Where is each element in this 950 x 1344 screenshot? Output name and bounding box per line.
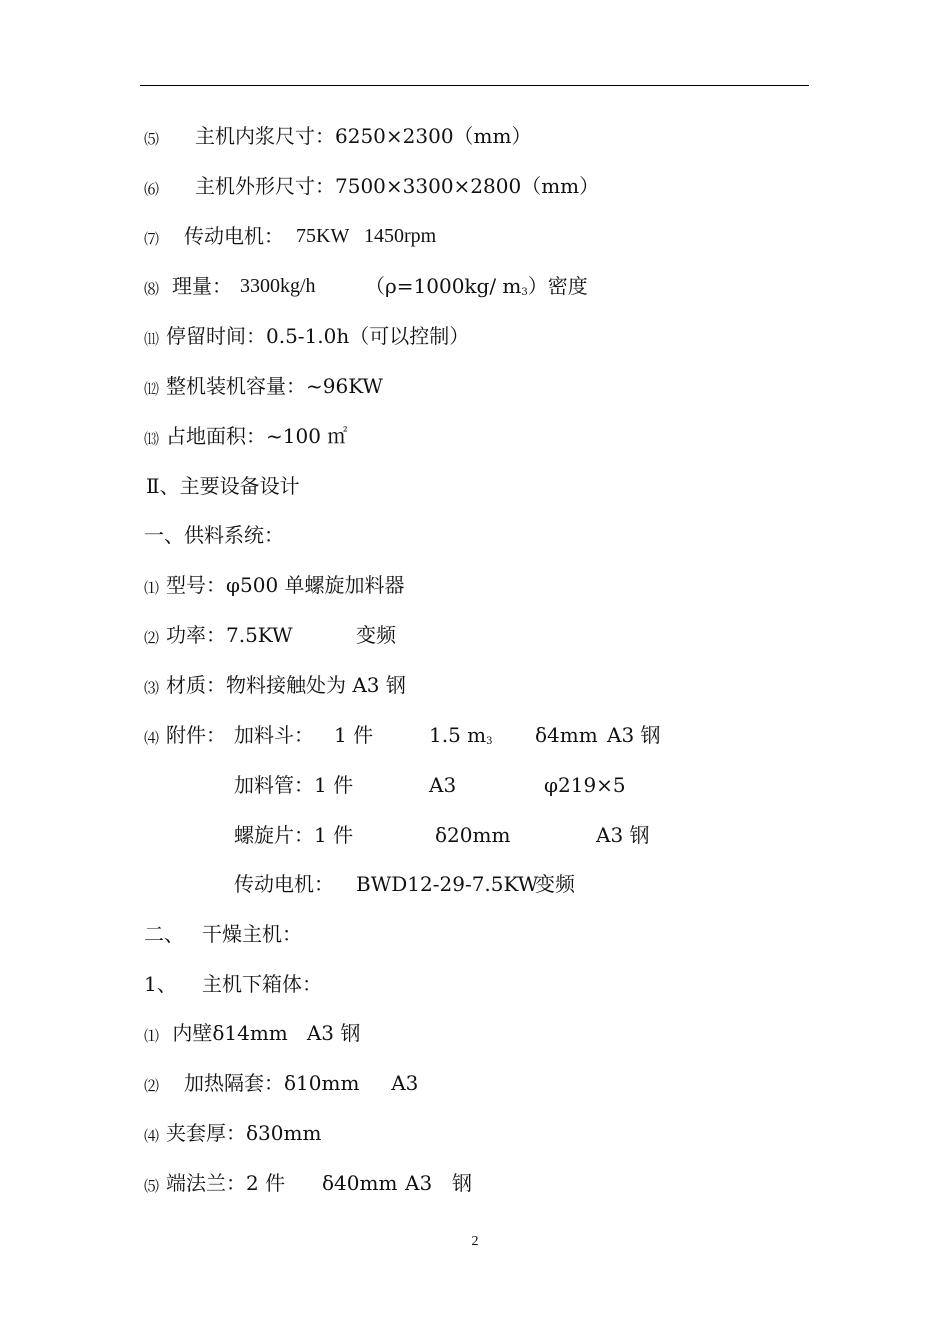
item-material-suffix: 钢 [452,1171,472,1195]
subsection-heading-lower-box [0,971,322,997]
item-marker: ⑴ [144,1027,160,1045]
spec-line-power [0,622,396,648]
accessory-qty: 1 件 [334,723,374,747]
accessory-material: A3 [429,773,457,797]
spec-line-jacket-thickness [0,1120,322,1146]
spec-line-inner-size [0,123,532,149]
accessory-thickness: δ20mm [435,823,511,847]
item-marker: ⑾ [144,330,160,348]
heading-text: 干燥主机： [202,922,302,946]
item-text: 夹套厚：δ30mm [166,1121,322,1145]
accessory-feed-pipe [0,772,626,798]
item-marker: ⑷ [144,729,160,747]
heading-number: 二、 [144,922,184,946]
item-marker: ⑻ [144,280,160,298]
spec-line-drive-motor [0,223,437,249]
item-marker: ⑸ [144,1177,160,1195]
item-label: 功率：7.5KW [166,623,293,647]
accessory-material: A3 钢 [596,823,650,847]
section-heading-feed-system [0,522,284,548]
spec-line-residence-time [0,323,470,349]
item-text: 加热隔套：δ10mm A3 [184,1071,419,1095]
section-heading-main-equipment [0,473,300,499]
item-text: 材质：物料接触处为 A3 钢 [166,673,406,697]
accessory-drive-motor [0,871,575,897]
item-marker: ⑹ [144,180,160,198]
item-marker: ⑵ [144,629,160,647]
header-rule [140,85,809,86]
page-number: 2 [471,1234,479,1249]
item-marker: ⑷ [144,1127,160,1145]
item-text: 内壁δ14mm A3 钢 [166,1021,361,1045]
item-label: 理量： [172,274,232,298]
item-text: 型号：φ500 单螺旋加料器 [166,573,405,597]
item-material: A3 [405,1171,433,1195]
heading-text: 主机下箱体： [202,972,322,996]
item-marker: ⑵ [144,1077,160,1095]
item-text: 停留时间：0.5-1.0h（可以控制） [166,324,470,348]
item-marker: ⒀ [144,430,160,448]
spec-line-material [0,672,406,698]
item-text: 整机装机容量：~96KW [166,374,383,398]
accessory-note: 变频 [535,872,575,896]
spec-line-end-flange [0,1170,472,1196]
item-label: 端法兰：2 件 [166,1171,286,1195]
item-text: 主机内浆尺寸：6250×2300（mm） [195,124,532,148]
accessory-name: 加料管：1 件 [234,773,354,797]
accessory-volume: 1.5 m3 [429,723,493,747]
section-heading-dryer-main [0,921,302,947]
item-text: 占地面积：~100 ㎡ [166,424,348,448]
density-note: （ρ=1000kg/ m3）密度 [365,274,588,298]
item-marker: ⑶ [144,679,160,697]
item-marker: ⑸ [144,130,160,148]
accessory-size: φ219×5 [544,773,626,797]
accessory-screw-blade [0,822,650,848]
heading-number: 1、 [144,972,177,996]
spec-line-floor-area [0,423,348,449]
item-label: 附件： [166,723,226,747]
accessory-name: 传动电机： [234,872,334,896]
accessory-model: BWD12-29-7.5KW [356,872,539,896]
spec-line-throughput [0,273,588,299]
spec-line-outer-size [0,173,600,199]
item-value: 3300kg/h [240,275,316,297]
spec-line-accessories [0,722,661,748]
spec-line-heating-jacket [0,1070,419,1096]
accessory-name: 螺旋片：1 件 [234,823,354,847]
spec-line-installed-capacity [0,373,383,399]
spec-line-inner-wall [0,1020,361,1046]
accessory-thickness: δ4mm [535,723,598,747]
spec-line-model [0,572,405,598]
item-value: 变频 [356,623,396,647]
item-marker: ⑴ [144,579,160,597]
item-thickness: δ40mm [322,1171,398,1195]
item-value: 75KW 1450rpm [296,225,437,247]
item-label: 传动电机： [184,224,284,248]
accessory-material: A3 钢 [607,723,661,747]
item-text: 主机外形尺寸：7500×3300×2800（mm） [195,174,600,198]
item-marker: ⑿ [144,380,160,398]
item-marker: ⑺ [144,230,160,248]
heading-text: 一、供料系统： [144,523,284,547]
heading-text: Ⅱ、主要设备设计 [146,474,300,498]
accessory-name: 加料斗： [234,723,314,747]
